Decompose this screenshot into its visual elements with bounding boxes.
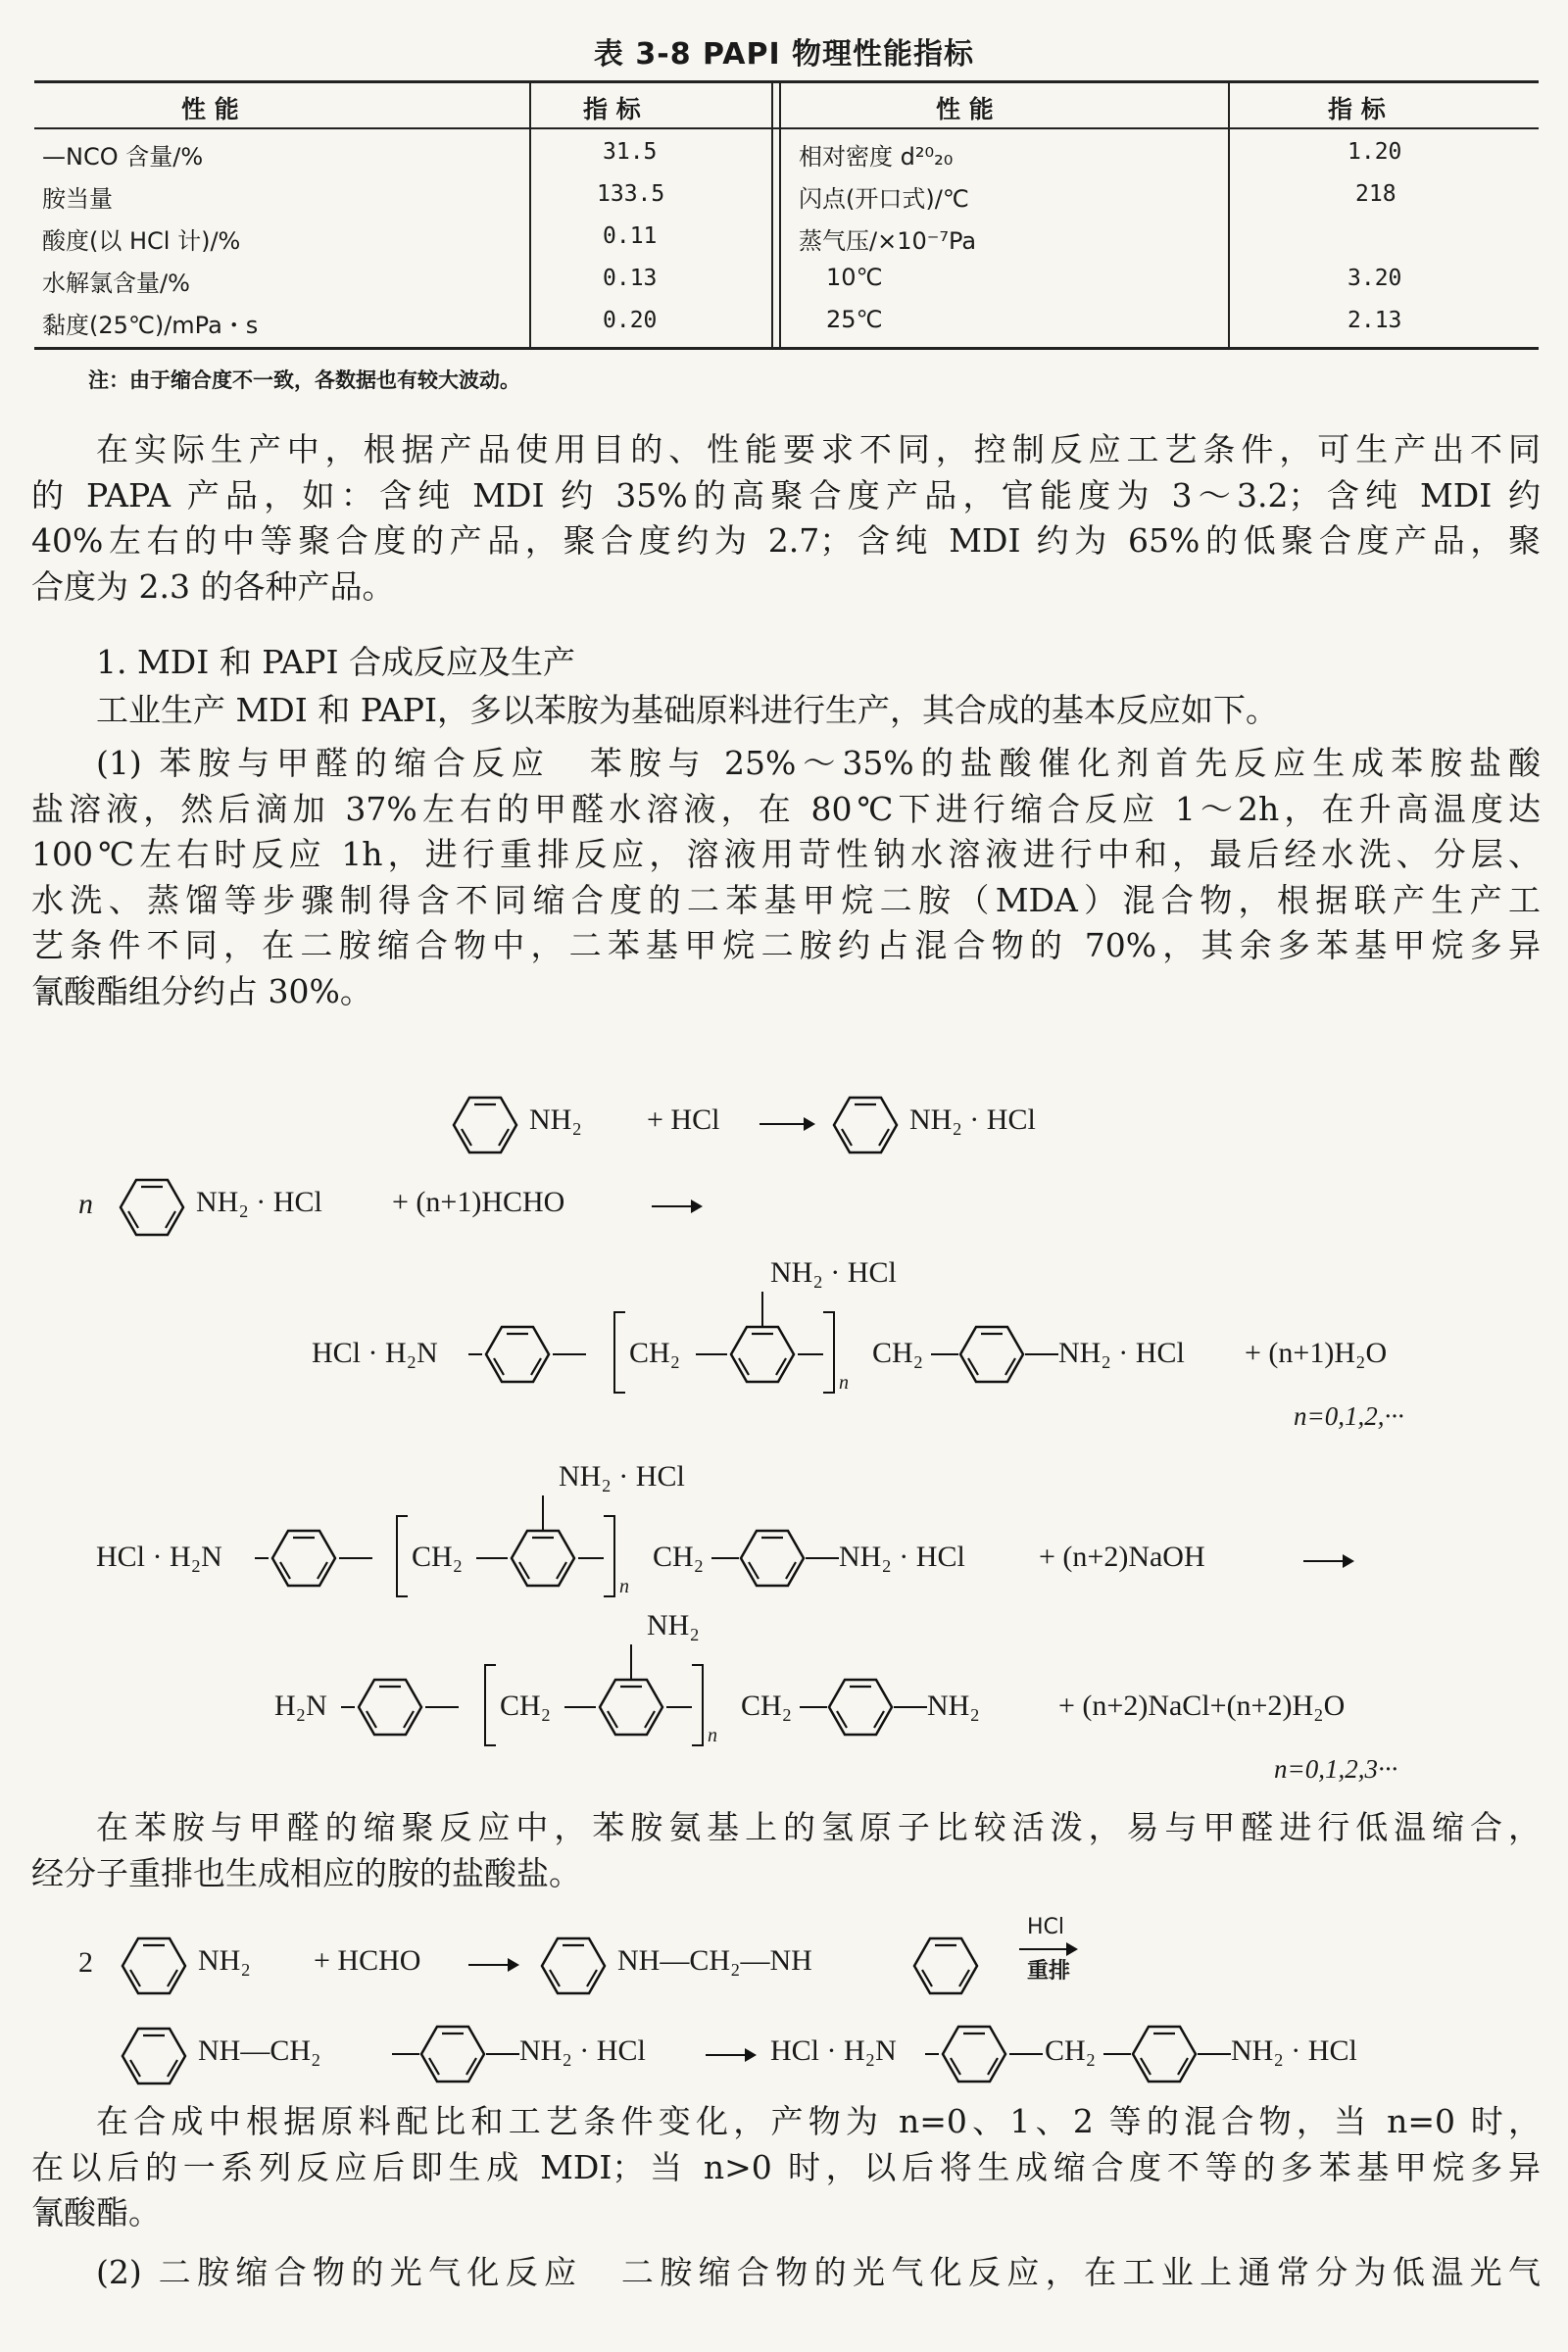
row-prop-right: 闪点(开口式)/℃ <box>799 185 969 213</box>
chem-text: + (n+2)NaCl+(n+2)H₂O <box>1058 1690 1346 1722</box>
paragraph-4 <box>31 1805 1541 1896</box>
bracket <box>692 1664 704 1746</box>
chem-text: NH₂ · HCl <box>839 1541 965 1573</box>
reaction-arrow <box>706 2054 755 2056</box>
chem-text: NH₂ <box>647 1609 700 1642</box>
chem-text: NH₂ <box>927 1690 980 1722</box>
row-prop-right: 25℃ <box>826 306 883 333</box>
text-line: 在实际生产中，根据产品使用目的、性能要求不同，控制反应工艺条件，可生产出不同 <box>96 430 1541 468</box>
chem-text: CH₂ <box>872 1337 924 1369</box>
benzene-ring <box>441 1086 529 1164</box>
chem-text: NH₂ · HCl <box>559 1460 685 1493</box>
text-line: 在以后的一系列反应后即生成 MDI；当 n>0 时，以后将生成缩合度不等的多苯基甲烷多异 <box>31 2147 1541 2186</box>
benzene-ring <box>711 1517 839 1605</box>
reaction-arrow <box>1019 1948 1076 1950</box>
chem-text: CH₂ <box>412 1541 464 1573</box>
chem-text: + (n+1)H₂O <box>1245 1337 1388 1369</box>
chem-text: NH₂ <box>198 1944 251 1977</box>
benzene-ring <box>931 1313 1058 1401</box>
chem-text: CH₂ <box>500 1690 552 1722</box>
paragraph-3 <box>31 741 1541 1014</box>
chem-text: 重排 <box>1027 1959 1071 1984</box>
text-line: (1) 苯胺与甲醛的缩合反应 苯胺与 25%～35%的盐酸催化剂首先反应生成苯胺盐酸 <box>96 744 1541 782</box>
table-note: 注：由于缩合度不一致，各数据也有较大波动。 <box>88 368 520 392</box>
benzene-ring <box>821 1086 909 1164</box>
chem-text: n <box>619 1576 629 1597</box>
chem-text: NH₂ · HCl <box>519 2034 646 2067</box>
row-prop-right: 蒸气压/×10⁻⁷Pa <box>799 227 977 255</box>
benzene-ring <box>110 2017 198 2095</box>
benzene-ring <box>255 1517 372 1605</box>
reaction-arrow <box>652 1205 701 1207</box>
text-line: 的 PAPA 产品，如：含纯 MDI 约 35%的高聚合度产品，官能度为 3～3.2；含纯 MDI 约 <box>31 475 1541 514</box>
benzene-ring <box>902 1927 990 2005</box>
benzene-ring <box>925 2013 1043 2101</box>
chem-text: n <box>839 1372 849 1394</box>
section-heading: 1. MDI 和 PAPI 合成反应及生产 <box>96 643 575 681</box>
benzene-ring <box>476 1495 604 1605</box>
benzene-ring <box>529 1927 617 2005</box>
chem-text: + HCHO <box>314 1944 421 1977</box>
text-line: 盐溶液，然后滴加 37%左右的甲醛水溶液，在 80℃下进行缩合反应 1～2h，在升高温度达 <box>31 789 1541 828</box>
table-title: 表 3-8 PAPI 物理性能指标 <box>593 37 975 72</box>
reaction-arrow <box>468 1964 517 1966</box>
text-line: 100℃左右时反应 1h，进行重排反应，溶液用苛性钠水溶液进行中和，最后经水洗、分层、 <box>31 835 1541 873</box>
chem-text: NH₂ · HCl <box>196 1186 322 1218</box>
paragraph-2 <box>31 688 1541 734</box>
row-value-left: 0.13 <box>603 266 658 291</box>
chem-text: HCl <box>1027 1915 1065 1939</box>
row-value-right: 218 <box>1355 181 1396 207</box>
chem-text: NH₂ · HCl <box>909 1103 1036 1136</box>
chem-text: CH₂ <box>629 1337 681 1369</box>
benzene-ring <box>108 1168 196 1247</box>
chem-text: NH₂ <box>529 1103 582 1136</box>
bracket <box>484 1664 496 1746</box>
chem-text: + (n+2)NaOH <box>1039 1541 1205 1573</box>
paragraph-5 <box>31 2099 1541 2236</box>
paragraph-1 <box>31 427 1541 610</box>
benzene-ring <box>564 1644 692 1754</box>
chem-text: NH—CH₂—NH <box>617 1944 812 1977</box>
text-line: 工业生产 MDI 和 PAPI，多以苯胺为基础原料进行生产，其合成的基本反应如下。 <box>96 691 1278 729</box>
chem-text: H₂N <box>274 1690 327 1722</box>
header-property-right: 性 能 <box>936 95 994 123</box>
bracket <box>396 1515 408 1597</box>
benzene-ring <box>110 1927 198 2005</box>
benzene-ring <box>392 2013 519 2101</box>
text-line: 氰酸酯组分约占 30%。 <box>31 971 372 1010</box>
row-prop-left: 水解氯含量/% <box>42 270 190 297</box>
row-prop-left: 酸度(以 HCl 计)/% <box>42 227 241 255</box>
chem-text: NH—CH₂ <box>198 2034 321 2067</box>
row-value-right: 2.13 <box>1348 308 1402 333</box>
chem-text: CH₂ <box>1045 2034 1097 2067</box>
header-value-right: 指 标 <box>1328 95 1386 123</box>
benzene-ring <box>1103 2013 1231 2101</box>
chem-text: NH₂ · HCl <box>1231 2034 1357 2067</box>
reaction-arrow <box>760 1123 813 1125</box>
text-line: 水洗、蒸馏等步骤制得含不同缩合度的二苯基甲烷二胺（MDA）混合物，根据联产生产工 <box>31 880 1541 919</box>
row-prop-left: 黏度(25℃)/mPa・s <box>42 312 259 339</box>
benzene-ring <box>341 1666 459 1754</box>
text-line: 艺条件不同，在二胺缩合物中，二苯基甲烷二胺约占混合物的 70%，其余多苯基甲烷多异 <box>31 926 1541 964</box>
chem-text: + HCl <box>647 1103 720 1136</box>
text-line: 40%左右的中等聚合度的产品，聚合度约为 2.7；含纯 MDI 约为 65%的低聚合度产品，聚 <box>31 521 1541 560</box>
row-value-left: 31.5 <box>603 139 658 165</box>
bracket <box>823 1311 835 1394</box>
bracket <box>613 1311 625 1394</box>
header-property-left: 性 能 <box>181 95 239 123</box>
row-value-left: 0.11 <box>603 223 658 249</box>
text-line: 经分子重排也生成相应的胺的盐酸盐。 <box>31 1853 581 1892</box>
chem-text: 2 <box>78 1946 93 1979</box>
row-prop-right: 相对密度 d²⁰₂₀ <box>799 143 954 171</box>
header-value-left: 指 标 <box>583 95 641 123</box>
row-prop-left: —NCO 含量/% <box>42 143 204 171</box>
chem-text: NH₂ · HCl <box>770 1256 897 1289</box>
text-line: 合度为 2.3 的各种产品。 <box>31 566 395 606</box>
reaction-arrow <box>1303 1560 1352 1562</box>
chem-text: CH₂ <box>741 1690 793 1722</box>
row-prop-right: 10℃ <box>826 264 883 291</box>
chem-text: NH₂ · HCl <box>1058 1337 1185 1369</box>
text-line: 氰酸酯。 <box>31 2193 161 2231</box>
chem-text: HCl · H₂N <box>312 1337 438 1369</box>
benzene-ring <box>800 1666 927 1754</box>
text-line: 在苯胺与甲醛的缩聚反应中，苯胺氨基上的氢原子比较活泼，易与甲醛进行低温缩合， <box>96 1808 1541 1846</box>
text-line: (2) 二胺缩合物的光气化反应 二胺缩合物的光气化反应，在工业上通常分为低温光气 <box>96 2253 1541 2291</box>
benzene-ring <box>468 1313 586 1401</box>
chem-text: HCl · H₂N <box>96 1541 222 1573</box>
chem-text: n=0,1,2,3··· <box>1274 1754 1398 1784</box>
row-value-right: 1.20 <box>1348 139 1402 165</box>
text-line: 在合成中根据原料配比和工艺条件变化，产物为 n=0、1、2 等的混合物，当 n=0 时， <box>96 2102 1541 2140</box>
row-value-right: 3.20 <box>1348 266 1402 291</box>
chem-text: n=0,1,2,··· <box>1294 1401 1404 1431</box>
benzene-ring <box>696 1292 823 1401</box>
chem-text: n <box>78 1188 93 1220</box>
row-value-left: 133.5 <box>597 181 665 207</box>
row-value-left: 0.20 <box>603 308 658 333</box>
paragraph-6 <box>31 2250 1541 2296</box>
chem-text: + (n+1)HCHO <box>392 1186 565 1218</box>
row-prop-left: 胺当量 <box>42 185 113 213</box>
chem-text: n <box>708 1725 717 1746</box>
chem-text: CH₂ <box>653 1541 705 1573</box>
bracket <box>604 1515 615 1597</box>
chem-text: HCl · H₂N <box>770 2034 897 2067</box>
